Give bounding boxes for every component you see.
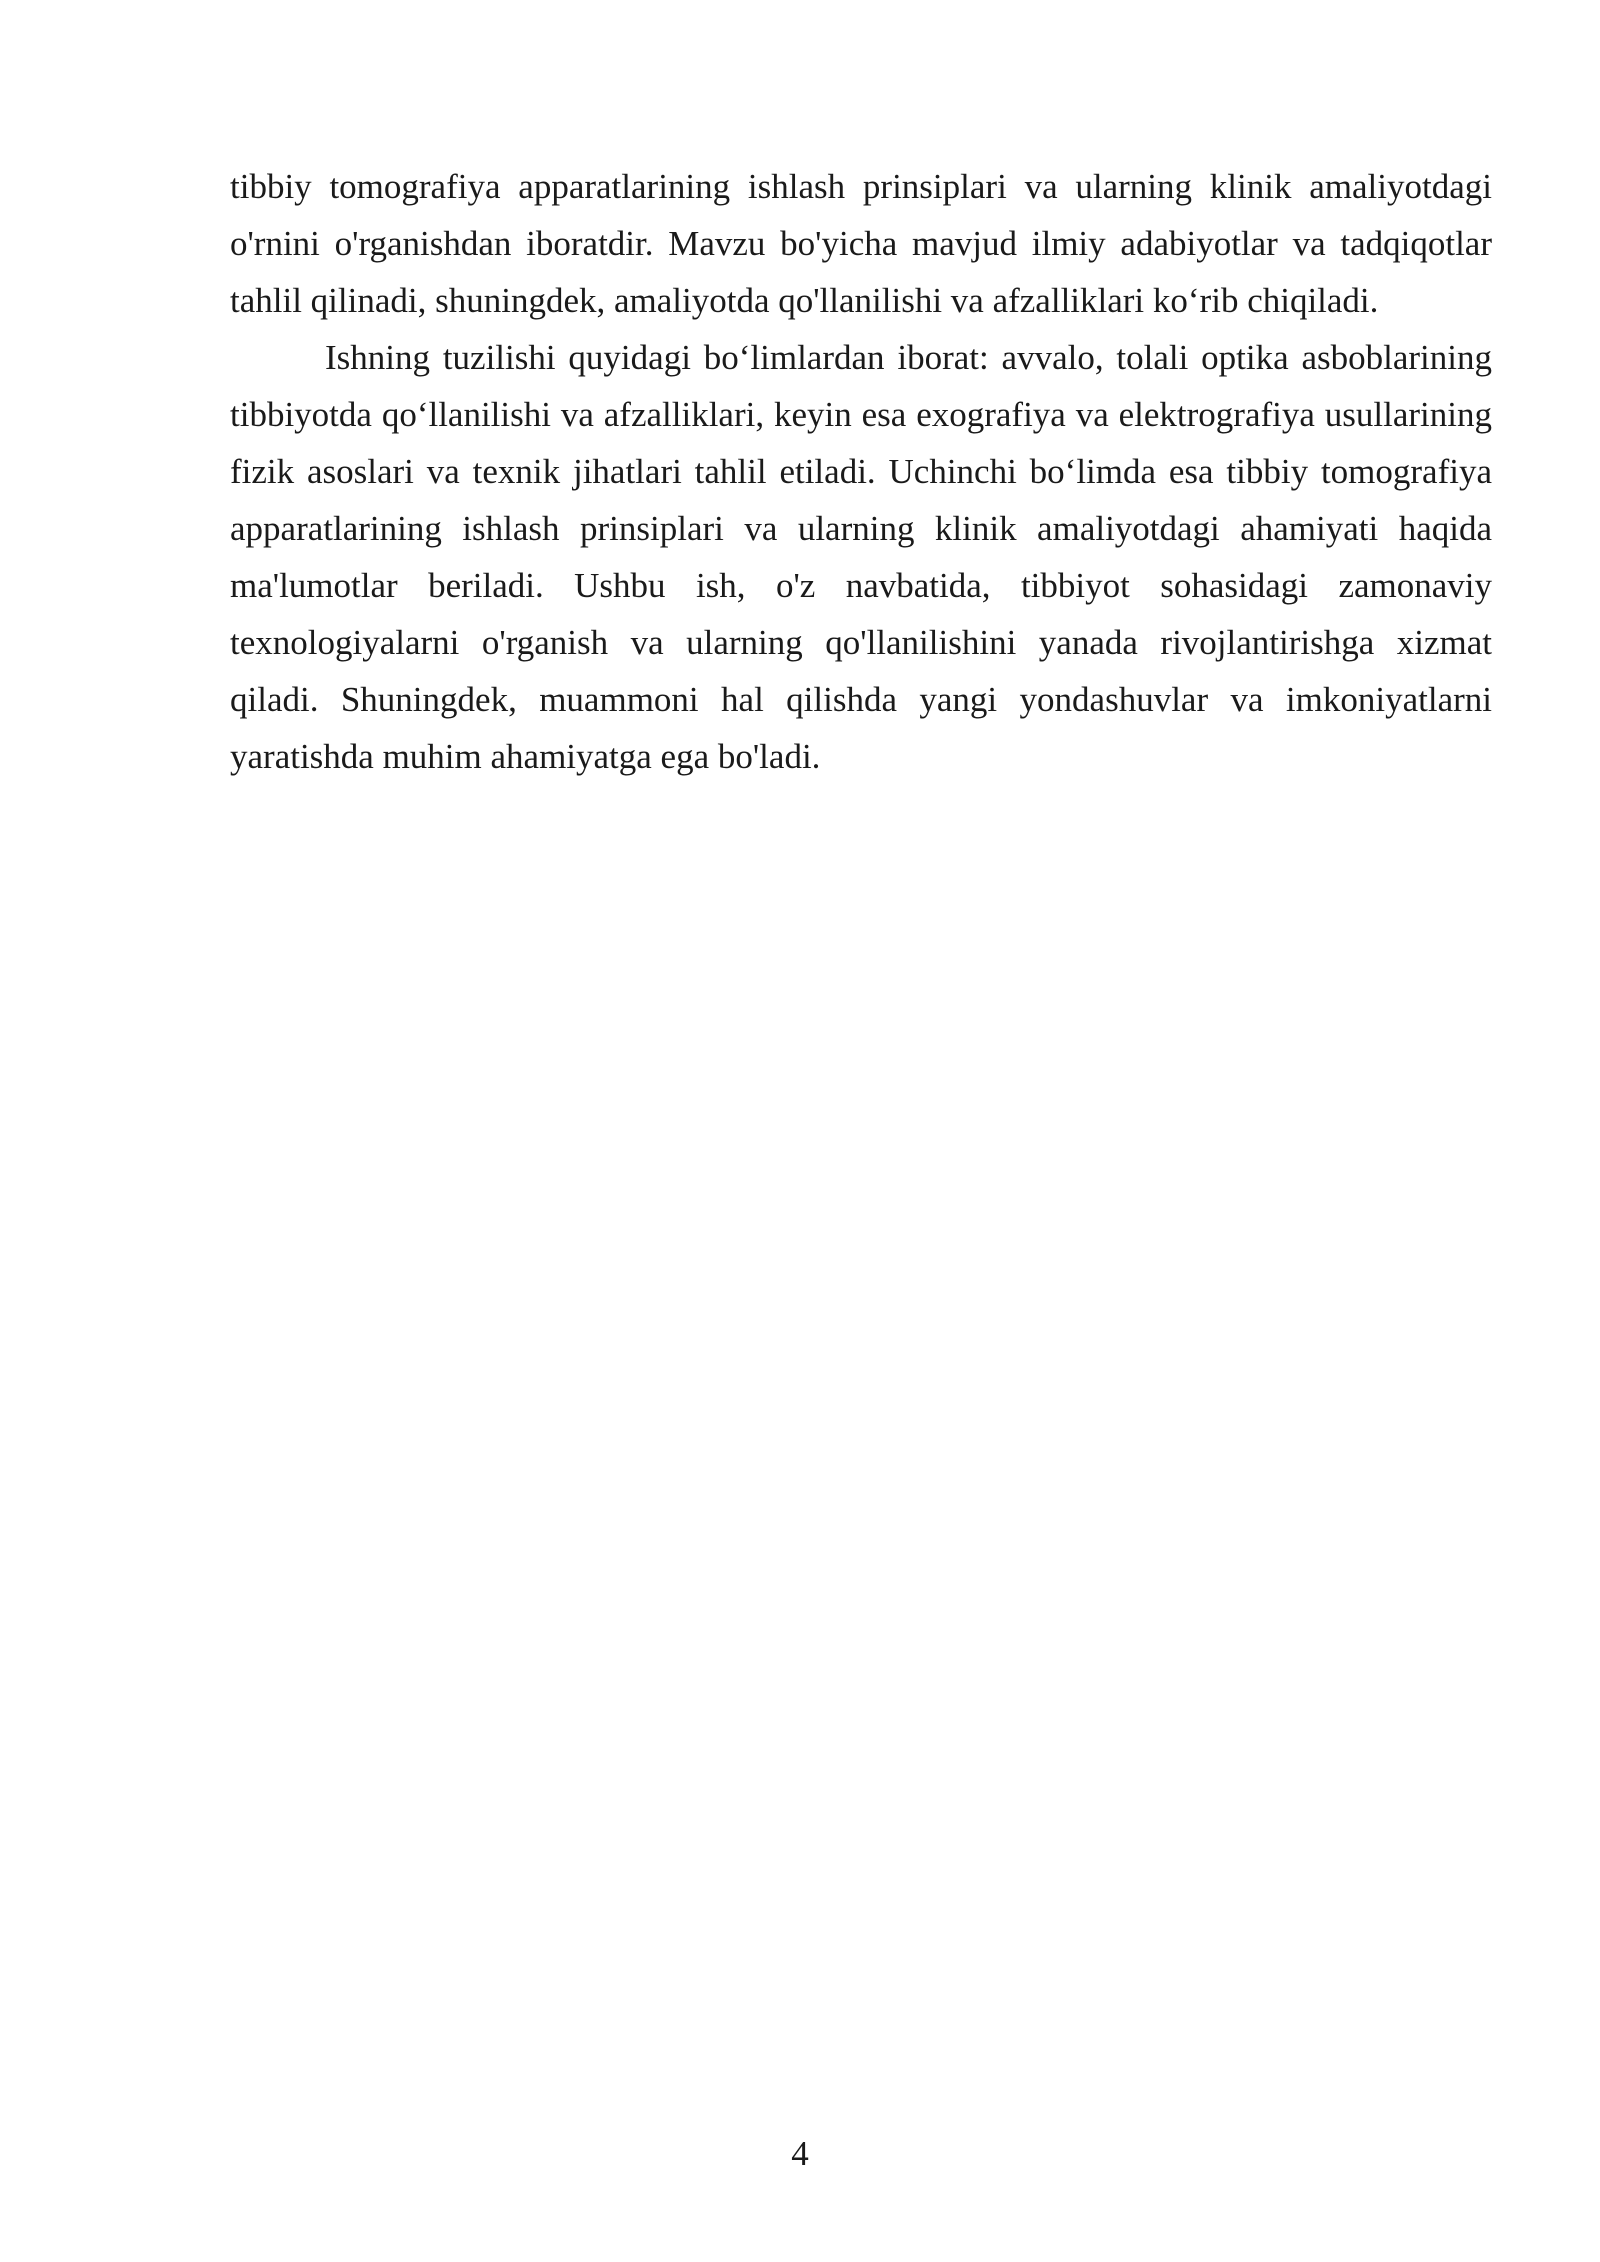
paragraph-structure: Ishning tuzilishi quyidagi bo‘limlardan iborat: avvalo, tolali optika asboblarining tibbiyotda qo‘llanilishi va afzalliklari, keyin esa exografiya va elektrografiya usullarining fizik asoslari va texnik jihatlari tahlil etiladi. Uchinchi bo‘limda esa tibbiy tomografiya apparatlarining ishlash prinsiplari va ularning klinik amaliyotdagi ahamiyati haqida ma'lumotlar beriladi. Ushbu ish, o'z navbatida, tibbiyot sohasidagi zamonaviy texnologiyalarni o'rganish va ularning qo'llanilishini yanada rivojlantirishga xizmat qiladi. Shuningdek, muammoni hal qilishda yangi yondashuvlar va imkoniyatlarni yaratishda muhim ahamiyatga ega bo'ladi.	[230, 338, 1492, 776]
text-body	[230, 158, 1492, 785]
paragraph-continuation: tibbiy tomografiya apparatlarining ishlash prinsiplari va ularning klinik amaliyotdagi o'rnini o'rganishdan iboratdir. Mavzu bo'yicha mavjud ilmiy adabiyotlar va tadqiqotlar tahlil qilinadi, shuningdek, amaliyotda qo'llanilishi va afzalliklari ko‘rib chiqiladi.	[230, 167, 1492, 320]
page-number: 4	[791, 2134, 809, 2173]
